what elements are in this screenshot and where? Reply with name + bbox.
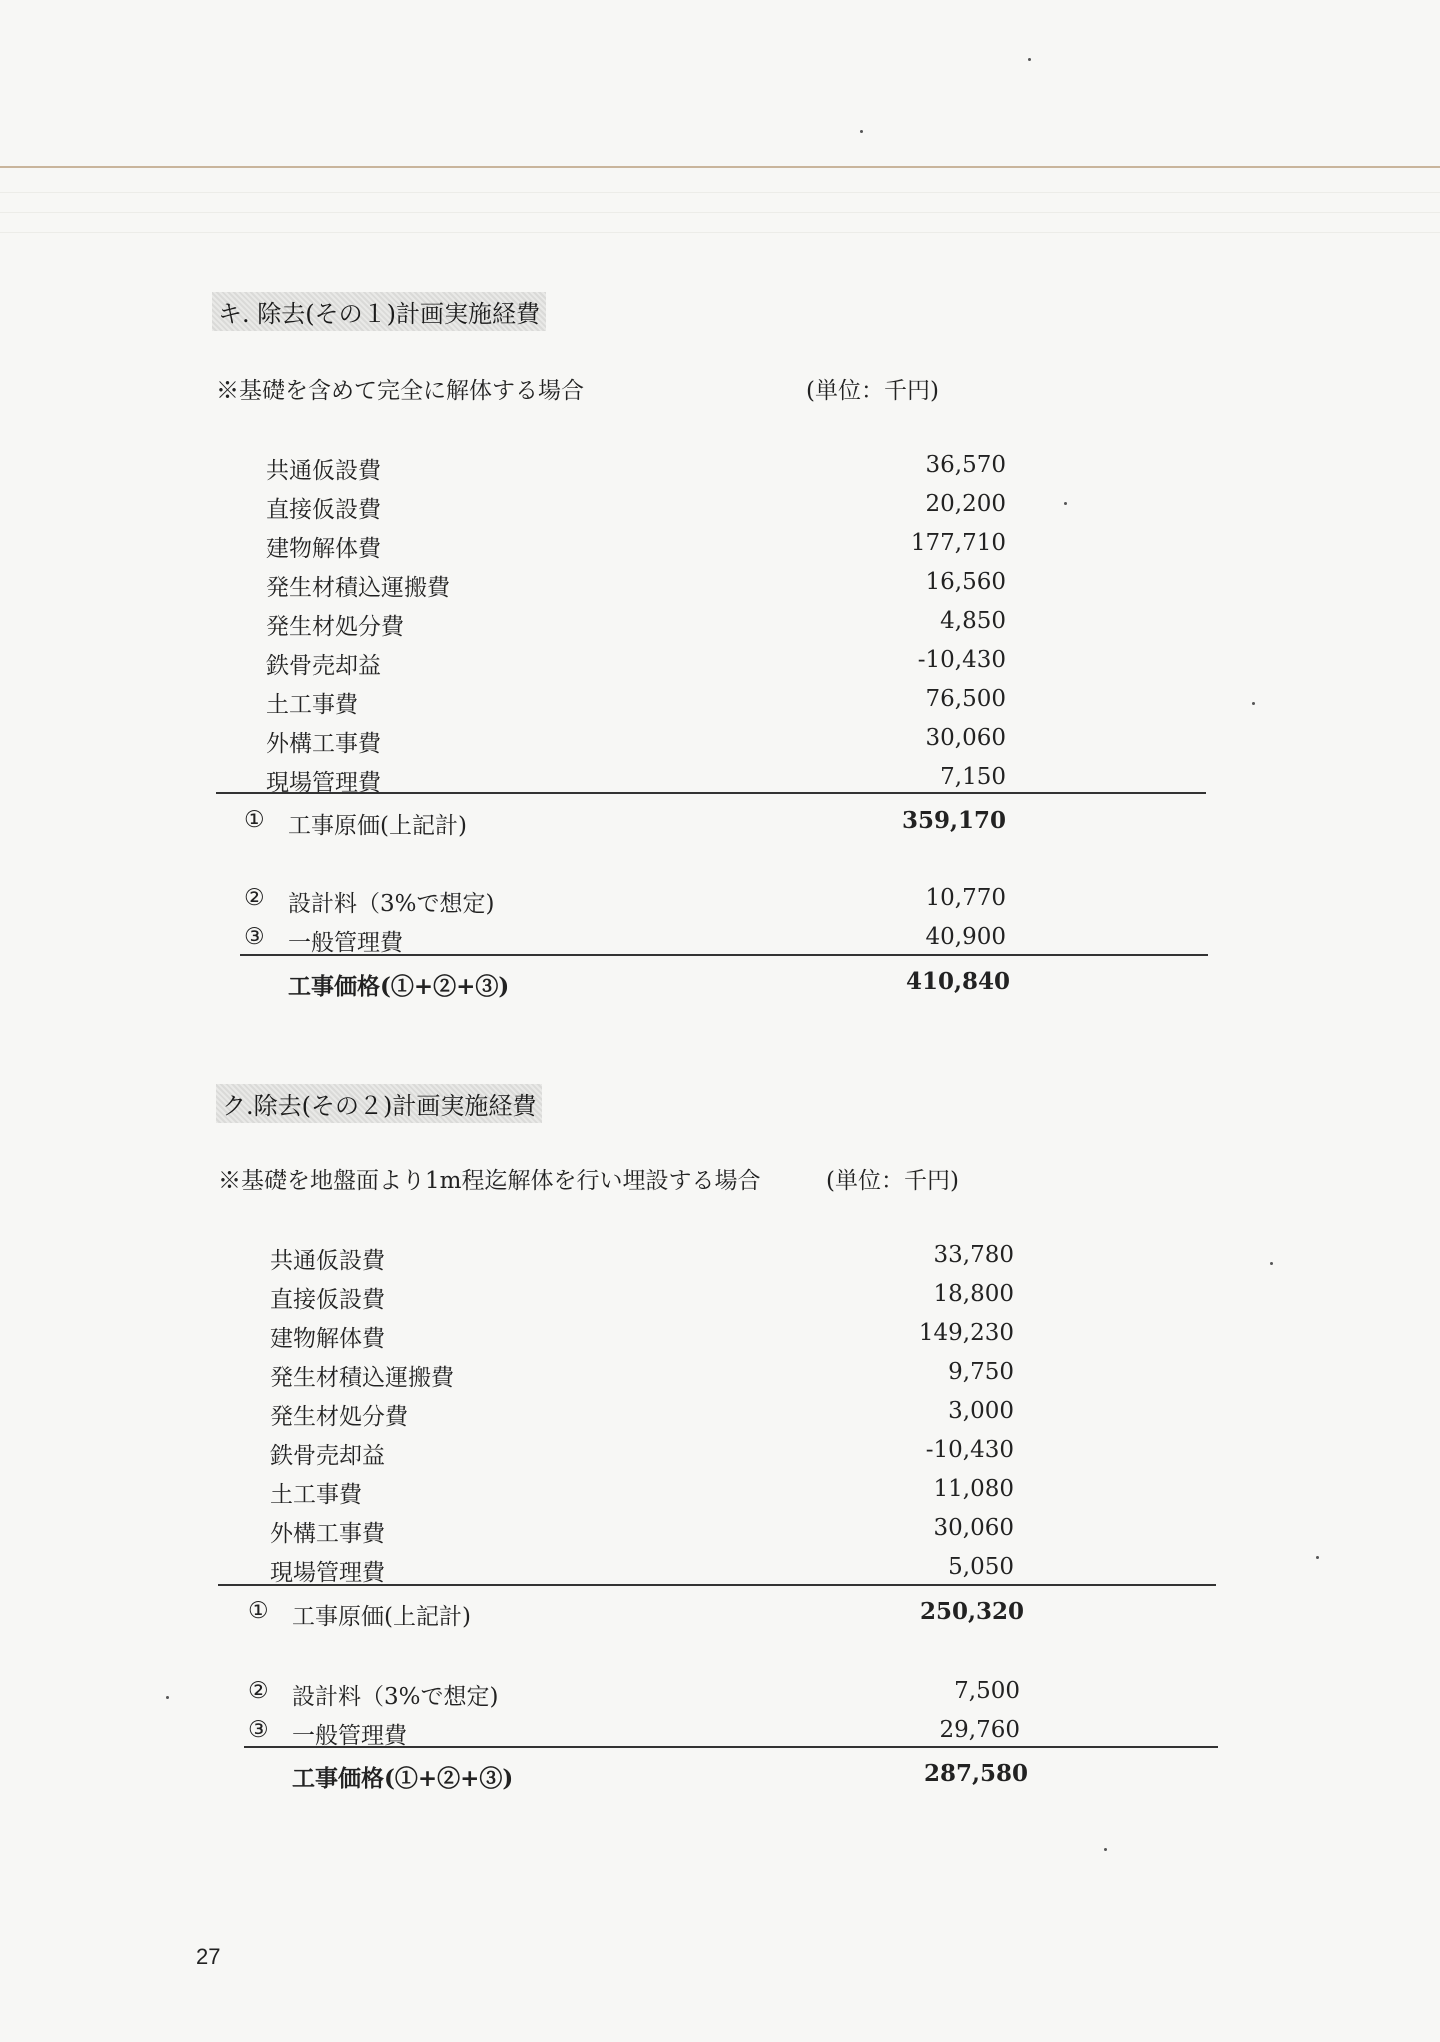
cost-row — [0, 526, 1440, 562]
cost-label: 建物解体費 — [266, 536, 381, 562]
section-description: ※基礎を地盤面より1m程迄解体を行い埋設する場合 — [218, 1168, 761, 1194]
cost-label: 現場管理費 — [270, 1560, 385, 1586]
cost-label: 共通仮設費 — [270, 1248, 385, 1274]
cost-value: 20,200 — [925, 491, 1006, 517]
cost-value: 30,060 — [933, 1515, 1014, 1541]
section-description: ※基礎を含めて完全に解体する場合 — [216, 378, 584, 404]
cost-value: -10,430 — [917, 647, 1006, 673]
cost-value: 149,230 — [918, 1320, 1014, 1346]
cost-value: 7,150 — [940, 764, 1006, 790]
cost-value: 76,500 — [925, 686, 1006, 712]
cost-value: 18,800 — [933, 1281, 1014, 1307]
subtotal-row — [0, 803, 1440, 839]
cost-row — [0, 1433, 1440, 1469]
scan-speck — [166, 1696, 169, 1699]
cost-row — [0, 1277, 1440, 1313]
subtotal-rule — [218, 1584, 1216, 1586]
cost-row — [0, 448, 1440, 484]
cost-row — [0, 1355, 1440, 1391]
total-label: 工事価格(①+②+③) — [288, 973, 510, 1000]
total-rule — [244, 1746, 1218, 1748]
extra-label: 一般管理費 — [288, 930, 403, 956]
subtotal-mark: ① — [244, 807, 265, 833]
faint-rule — [0, 232, 1440, 233]
scan-speck — [860, 130, 863, 133]
total-row — [0, 1756, 1440, 1792]
extra-value: 7,500 — [954, 1678, 1020, 1704]
cost-row — [0, 487, 1440, 523]
extra-mark: ② — [244, 885, 265, 911]
cost-row — [0, 1472, 1440, 1508]
cost-row — [0, 1316, 1440, 1352]
cost-value: 30,060 — [925, 725, 1006, 751]
unit-label: (単位：千円) — [806, 378, 939, 404]
extra-mark: ③ — [244, 924, 265, 950]
scan-speck — [1104, 1848, 1107, 1851]
scan-speck — [1064, 502, 1067, 505]
unit-label: (単位：千円) — [826, 1168, 959, 1194]
cost-row — [0, 604, 1440, 640]
extra-mark: ② — [248, 1678, 269, 1704]
subtotal-row — [0, 1594, 1440, 1630]
page-number: 27 — [196, 1944, 221, 1969]
cost-label: 土工事費 — [266, 692, 358, 718]
scan-speck — [1252, 702, 1255, 705]
extra-row — [0, 920, 1440, 956]
cost-label: 直接仮設費 — [266, 497, 381, 523]
cost-value: 3,000 — [948, 1398, 1014, 1424]
cost-label: 発生材積込運搬費 — [266, 575, 450, 601]
subtotal-label: 工事原価(上記計) — [292, 1604, 471, 1630]
cost-value: 9,750 — [948, 1359, 1014, 1385]
extra-label: 設計料（3%で想定) — [292, 1684, 499, 1710]
cost-value: 33,780 — [933, 1242, 1014, 1268]
header-rule — [0, 166, 1440, 168]
cost-value: 4,850 — [940, 608, 1006, 634]
cost-value: 16,560 — [925, 569, 1006, 595]
cost-label: 鉄骨売却益 — [270, 1443, 385, 1469]
cost-value: 5,050 — [948, 1554, 1014, 1580]
cost-row — [0, 1238, 1440, 1274]
cost-row — [0, 760, 1440, 796]
total-value: 410,840 — [905, 968, 1010, 995]
cost-label: 共通仮設費 — [266, 458, 381, 484]
cost-row — [0, 721, 1440, 757]
cost-label: 建物解体費 — [270, 1326, 385, 1352]
faint-rule — [0, 212, 1440, 213]
extra-value: 10,770 — [925, 885, 1006, 911]
subtotal-rule — [216, 792, 1206, 794]
cost-row — [0, 682, 1440, 718]
cost-row — [0, 1511, 1440, 1547]
cost-label: 鉄骨売却益 — [266, 653, 381, 679]
cost-label: 発生材積込運搬費 — [270, 1365, 454, 1391]
cost-row — [0, 643, 1440, 679]
cost-value: 36,570 — [925, 452, 1006, 478]
cost-label: 外構工事費 — [266, 731, 381, 757]
subtotal-mark: ① — [248, 1598, 269, 1624]
scan-speck — [1316, 1556, 1319, 1559]
extra-label: 設計料（3%で想定) — [288, 891, 495, 917]
total-rule — [240, 954, 1208, 956]
cost-label: 土工事費 — [270, 1482, 362, 1508]
cost-value: -10,430 — [925, 1437, 1014, 1463]
subtotal-value: 250,320 — [919, 1598, 1024, 1625]
cost-value: 11,080 — [933, 1476, 1014, 1502]
cost-row — [0, 1550, 1440, 1586]
section-heading: ク.除去(その２)計画実施経費 — [216, 1084, 542, 1123]
faint-rule — [0, 192, 1440, 193]
extra-mark: ③ — [248, 1717, 269, 1743]
extra-row — [0, 1674, 1440, 1710]
subtotal-value: 359,170 — [901, 807, 1006, 834]
total-label: 工事価格(①+②+③) — [292, 1765, 514, 1792]
cost-label: 発生材処分費 — [266, 614, 404, 640]
cost-value: 177,710 — [910, 530, 1006, 556]
scan-speck — [1270, 1262, 1273, 1265]
cost-label: 外構工事費 — [270, 1521, 385, 1547]
extra-row — [0, 881, 1440, 917]
cost-label: 直接仮設費 — [270, 1287, 385, 1313]
extra-label: 一般管理費 — [292, 1723, 407, 1749]
section-heading: キ. 除去(その１)計画実施経費 — [212, 292, 546, 331]
extra-row — [0, 1713, 1440, 1749]
scan-speck — [1028, 58, 1031, 61]
extra-value: 40,900 — [925, 924, 1006, 950]
cost-label: 現場管理費 — [266, 770, 381, 796]
total-row — [0, 964, 1440, 1000]
cost-row — [0, 565, 1440, 601]
cost-row — [0, 1394, 1440, 1430]
extra-value: 29,760 — [939, 1717, 1020, 1743]
subtotal-label: 工事原価(上記計) — [288, 813, 467, 839]
cost-label: 発生材処分費 — [270, 1404, 408, 1430]
total-value: 287,580 — [923, 1760, 1028, 1787]
